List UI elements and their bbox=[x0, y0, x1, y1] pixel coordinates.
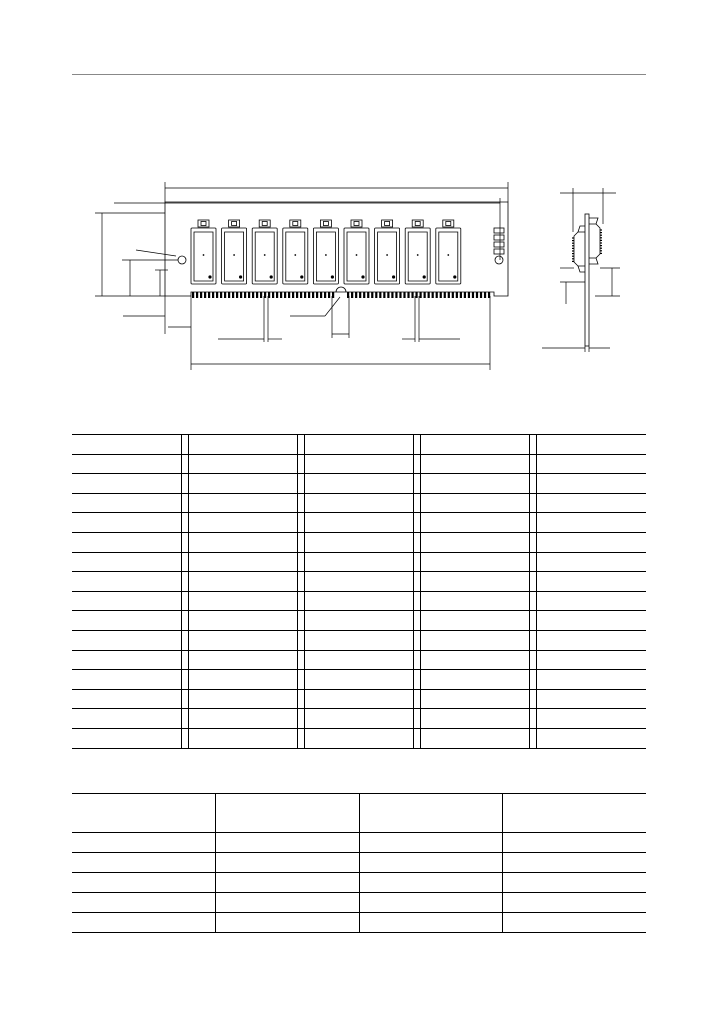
table-cell bbox=[591, 532, 646, 552]
table-cell bbox=[304, 728, 359, 748]
table-cell bbox=[475, 493, 530, 513]
table-cell bbox=[188, 435, 243, 455]
table-cell bbox=[72, 630, 127, 650]
edge-contact bbox=[371, 292, 373, 298]
table-cell bbox=[359, 893, 502, 913]
edge-contact bbox=[359, 292, 361, 298]
table-cell bbox=[502, 893, 646, 913]
table-cell bbox=[215, 853, 359, 873]
table-cell bbox=[72, 709, 127, 729]
edge-contact bbox=[367, 292, 369, 298]
edge-contact bbox=[383, 292, 385, 298]
table-cell bbox=[72, 435, 127, 455]
edge-contact bbox=[316, 292, 318, 298]
table-cell bbox=[188, 650, 243, 670]
table-cell bbox=[359, 709, 414, 729]
table-cell bbox=[502, 833, 646, 853]
table-cell bbox=[188, 513, 243, 533]
table-cell bbox=[304, 493, 359, 513]
table-cell bbox=[359, 513, 414, 533]
edge-contact bbox=[480, 292, 482, 298]
table-row bbox=[72, 493, 646, 513]
edge-contact bbox=[407, 292, 409, 298]
table-cell bbox=[215, 873, 359, 893]
table-cell bbox=[420, 630, 475, 650]
edge-contact bbox=[288, 292, 290, 298]
key-notch bbox=[336, 287, 346, 292]
table-cell bbox=[591, 493, 646, 513]
dram-chip bbox=[375, 220, 400, 284]
table-cell bbox=[304, 709, 359, 729]
table-cell bbox=[359, 611, 414, 631]
edge-contact bbox=[424, 292, 426, 298]
edge-contact bbox=[232, 292, 234, 298]
edge-contact bbox=[256, 292, 258, 298]
table-cell bbox=[359, 689, 414, 709]
mounting-hole-left bbox=[178, 256, 186, 264]
table-cell bbox=[475, 689, 530, 709]
table-cell bbox=[536, 572, 591, 592]
edge-contact bbox=[432, 292, 434, 298]
table-cell bbox=[188, 728, 243, 748]
table-cell bbox=[304, 474, 359, 494]
side-pcb bbox=[585, 214, 589, 346]
table-row bbox=[72, 833, 646, 853]
table-cell bbox=[475, 435, 530, 455]
table-cell bbox=[188, 532, 243, 552]
edge-contact bbox=[436, 292, 438, 298]
table-cell bbox=[72, 794, 215, 833]
table-cell bbox=[304, 670, 359, 690]
pinout-table bbox=[72, 434, 646, 749]
edge-contact bbox=[192, 292, 194, 298]
table-cell bbox=[215, 893, 359, 913]
table-cell bbox=[536, 650, 591, 670]
edge-contact bbox=[395, 292, 397, 298]
table-cell bbox=[127, 630, 182, 650]
table-cell bbox=[72, 493, 127, 513]
module-outline-drawing bbox=[0, 0, 715, 420]
table-row bbox=[72, 873, 646, 893]
table-cell bbox=[502, 853, 646, 873]
table-cell bbox=[359, 853, 502, 873]
table-row bbox=[72, 454, 646, 474]
table-row bbox=[72, 670, 646, 690]
table-cell bbox=[127, 532, 182, 552]
table-cell bbox=[188, 709, 243, 729]
table-cell bbox=[359, 493, 414, 513]
pcb-outline bbox=[165, 202, 508, 296]
table-cell bbox=[536, 728, 591, 748]
table-cell bbox=[591, 474, 646, 494]
table-cell bbox=[591, 552, 646, 572]
edge-contact bbox=[240, 292, 242, 298]
table-cell bbox=[72, 853, 215, 873]
dram-chip bbox=[222, 220, 247, 284]
edge-contact bbox=[387, 292, 389, 298]
table-cell bbox=[127, 513, 182, 533]
table-cell bbox=[304, 435, 359, 455]
module-front-view bbox=[95, 182, 508, 370]
table-cell bbox=[72, 513, 127, 533]
table-cell bbox=[536, 454, 591, 474]
table-cell bbox=[127, 572, 182, 592]
edge-contact bbox=[355, 292, 357, 298]
table-cell bbox=[72, 532, 127, 552]
table-cell bbox=[127, 709, 182, 729]
table-cell bbox=[475, 532, 530, 552]
edge-contact bbox=[220, 292, 222, 298]
table-cell bbox=[359, 474, 414, 494]
table-cell bbox=[304, 552, 359, 572]
table-cell bbox=[304, 572, 359, 592]
table-cell bbox=[591, 689, 646, 709]
table-cell bbox=[420, 552, 475, 572]
edge-contact bbox=[248, 292, 250, 298]
table-cell bbox=[591, 572, 646, 592]
table-cell bbox=[475, 670, 530, 690]
table-cell bbox=[243, 728, 298, 748]
table-cell bbox=[359, 572, 414, 592]
edge-contact bbox=[444, 292, 446, 298]
edge-contact bbox=[272, 292, 274, 298]
table-cell bbox=[420, 709, 475, 729]
table-cell bbox=[243, 670, 298, 690]
table-cell bbox=[536, 630, 591, 650]
edge-contact bbox=[324, 292, 326, 298]
dram-chip bbox=[191, 220, 216, 284]
edge-contact bbox=[468, 292, 470, 298]
table-cell bbox=[243, 513, 298, 533]
table-cell bbox=[243, 650, 298, 670]
table-cell bbox=[72, 670, 127, 690]
table-cell bbox=[536, 611, 591, 631]
table-row bbox=[72, 552, 646, 572]
edge-contact bbox=[244, 292, 246, 298]
dram-chip bbox=[313, 220, 338, 284]
table-cell bbox=[591, 630, 646, 650]
table-cell bbox=[591, 650, 646, 670]
table-cell bbox=[591, 591, 646, 611]
table-row bbox=[72, 532, 646, 552]
edge-contact bbox=[460, 292, 462, 298]
table-row bbox=[72, 853, 646, 873]
edge-contact bbox=[204, 292, 206, 298]
table-cell bbox=[127, 650, 182, 670]
table-cell bbox=[127, 728, 182, 748]
table-cell bbox=[420, 474, 475, 494]
table-cell bbox=[536, 552, 591, 572]
table-cell bbox=[591, 513, 646, 533]
table-cell bbox=[188, 689, 243, 709]
table-cell bbox=[304, 454, 359, 474]
table-cell bbox=[359, 532, 414, 552]
edge-contact bbox=[300, 292, 302, 298]
table-cell bbox=[127, 454, 182, 474]
table-cell bbox=[188, 611, 243, 631]
table-cell bbox=[188, 630, 243, 650]
table-cell bbox=[475, 454, 530, 474]
spec-table bbox=[72, 793, 646, 933]
table-cell bbox=[475, 709, 530, 729]
edge-contact bbox=[224, 292, 226, 298]
resistor-array bbox=[494, 228, 504, 254]
table-cell bbox=[359, 913, 502, 933]
table-cell bbox=[359, 591, 414, 611]
table-row bbox=[72, 591, 646, 611]
table-cell bbox=[420, 670, 475, 690]
table-cell bbox=[359, 833, 502, 853]
table-cell bbox=[591, 611, 646, 631]
side-chip-right bbox=[589, 224, 600, 258]
table-cell bbox=[243, 591, 298, 611]
edge-contact bbox=[284, 292, 286, 298]
dram-chip bbox=[283, 220, 308, 284]
edge-contact bbox=[411, 292, 413, 298]
table-cell bbox=[304, 630, 359, 650]
edge-contact bbox=[196, 292, 198, 298]
table-cell bbox=[127, 552, 182, 572]
table-cell bbox=[420, 611, 475, 631]
table-cell bbox=[188, 572, 243, 592]
edge-contact bbox=[420, 292, 422, 298]
edge-contact bbox=[200, 292, 202, 298]
edge-contact bbox=[484, 292, 486, 298]
table-row bbox=[72, 572, 646, 592]
table-cell bbox=[215, 794, 359, 833]
dram-chip bbox=[252, 220, 277, 284]
table-cell bbox=[475, 630, 530, 650]
edge-contact bbox=[375, 292, 377, 298]
table-cell bbox=[72, 650, 127, 670]
edge-contact bbox=[379, 292, 381, 298]
edge-contact bbox=[212, 292, 214, 298]
table-cell bbox=[243, 611, 298, 631]
table-cell bbox=[536, 493, 591, 513]
edge-contact bbox=[428, 292, 430, 298]
table-cell bbox=[127, 689, 182, 709]
edge-contact bbox=[448, 292, 450, 298]
table-cell bbox=[72, 689, 127, 709]
table-cell bbox=[304, 650, 359, 670]
table-cell bbox=[591, 670, 646, 690]
table-cell bbox=[304, 591, 359, 611]
edge-contact bbox=[276, 292, 278, 298]
table-cell bbox=[591, 728, 646, 748]
table-cell bbox=[243, 493, 298, 513]
edge-contact bbox=[440, 292, 442, 298]
table-cell bbox=[536, 435, 591, 455]
table-cell bbox=[359, 728, 414, 748]
table-cell bbox=[72, 833, 215, 853]
table-cell bbox=[72, 611, 127, 631]
table-cell bbox=[127, 611, 182, 631]
table-cell bbox=[536, 670, 591, 690]
module-side-view bbox=[542, 188, 620, 352]
table-cell bbox=[536, 591, 591, 611]
table-cell bbox=[72, 913, 215, 933]
edge-contact bbox=[308, 292, 310, 298]
edge-contacts bbox=[192, 292, 490, 298]
edge-contact bbox=[328, 292, 330, 298]
edge-contact bbox=[351, 292, 353, 298]
table-cell bbox=[475, 513, 530, 533]
mounting-hole-right bbox=[495, 256, 503, 264]
table-cell bbox=[536, 513, 591, 533]
table-cell bbox=[304, 513, 359, 533]
table-cell bbox=[475, 591, 530, 611]
edge-contact bbox=[391, 292, 393, 298]
table-cell bbox=[536, 709, 591, 729]
table-cell bbox=[420, 728, 475, 748]
table-cell bbox=[475, 572, 530, 592]
table-row bbox=[72, 709, 646, 729]
edge-contact bbox=[363, 292, 365, 298]
table-cell bbox=[243, 689, 298, 709]
table-cell bbox=[475, 728, 530, 748]
table-cell bbox=[215, 833, 359, 853]
table-cell bbox=[72, 728, 127, 748]
table-row bbox=[72, 913, 646, 933]
table-cell bbox=[72, 552, 127, 572]
table-cell bbox=[502, 913, 646, 933]
table-cell bbox=[359, 630, 414, 650]
table-cell bbox=[359, 650, 414, 670]
table-cell bbox=[72, 572, 127, 592]
table-cell bbox=[72, 873, 215, 893]
dram-chip-row bbox=[191, 220, 461, 284]
edge-contact bbox=[296, 292, 298, 298]
table-cell bbox=[243, 454, 298, 474]
table-cell bbox=[536, 689, 591, 709]
table-row bbox=[72, 630, 646, 650]
table-cell bbox=[359, 794, 502, 833]
edge-contact bbox=[452, 292, 454, 298]
table-cell bbox=[72, 454, 127, 474]
edge-contact bbox=[456, 292, 458, 298]
edge-contact bbox=[260, 292, 262, 298]
table-row bbox=[72, 474, 646, 494]
edge-contact bbox=[320, 292, 322, 298]
edge-contact bbox=[292, 292, 294, 298]
table-cell bbox=[591, 435, 646, 455]
edge-contact bbox=[399, 292, 401, 298]
table-cell bbox=[591, 709, 646, 729]
table-cell bbox=[188, 670, 243, 690]
edge-contact bbox=[476, 292, 478, 298]
table-cell bbox=[536, 532, 591, 552]
table-cell bbox=[127, 435, 182, 455]
table-row bbox=[72, 689, 646, 709]
table-cell bbox=[359, 670, 414, 690]
table-cell bbox=[420, 454, 475, 474]
table-cell bbox=[127, 474, 182, 494]
table-cell bbox=[188, 454, 243, 474]
side-dimension-lines bbox=[542, 188, 620, 352]
side-chip-left bbox=[574, 232, 585, 266]
table-cell bbox=[304, 689, 359, 709]
table-cell bbox=[475, 552, 530, 572]
table-cell bbox=[475, 650, 530, 670]
table-cell bbox=[243, 552, 298, 572]
table-row bbox=[72, 893, 646, 913]
table-cell bbox=[127, 493, 182, 513]
edge-contact bbox=[472, 292, 474, 298]
edge-contact bbox=[208, 292, 210, 298]
edge-contact bbox=[216, 292, 218, 298]
dram-chip bbox=[405, 220, 430, 284]
table-cell bbox=[475, 611, 530, 631]
edge-contact bbox=[464, 292, 466, 298]
table-cell bbox=[188, 474, 243, 494]
table-cell bbox=[188, 591, 243, 611]
table-cell bbox=[243, 709, 298, 729]
table-cell bbox=[420, 650, 475, 670]
table-cell bbox=[359, 435, 414, 455]
table-cell bbox=[188, 493, 243, 513]
table-cell bbox=[420, 572, 475, 592]
table-row bbox=[72, 611, 646, 631]
edge-contact bbox=[236, 292, 238, 298]
table-row bbox=[72, 513, 646, 533]
table-cell bbox=[127, 670, 182, 690]
table-cell bbox=[359, 454, 414, 474]
table-row bbox=[72, 728, 646, 748]
table-row bbox=[72, 435, 646, 455]
edge-contact bbox=[228, 292, 230, 298]
table-cell bbox=[243, 630, 298, 650]
edge-contact bbox=[415, 292, 417, 298]
dram-chip bbox=[436, 220, 461, 284]
table-cell bbox=[420, 493, 475, 513]
edge-contact bbox=[403, 292, 405, 298]
edge-contact bbox=[304, 292, 306, 298]
table-cell bbox=[243, 435, 298, 455]
table-cell bbox=[420, 513, 475, 533]
edge-contact bbox=[280, 292, 282, 298]
table-cell bbox=[188, 552, 243, 572]
table-cell bbox=[127, 591, 182, 611]
table-cell bbox=[420, 532, 475, 552]
table-cell bbox=[72, 893, 215, 913]
table-cell bbox=[502, 873, 646, 893]
edge-contact bbox=[312, 292, 314, 298]
edge-contact bbox=[252, 292, 254, 298]
table-cell bbox=[475, 474, 530, 494]
table-cell bbox=[304, 611, 359, 631]
table-cell bbox=[243, 474, 298, 494]
table-cell bbox=[215, 913, 359, 933]
dram-chip bbox=[344, 220, 369, 284]
table-cell bbox=[502, 794, 646, 833]
table-cell bbox=[420, 689, 475, 709]
table-cell bbox=[591, 454, 646, 474]
table-cell bbox=[72, 591, 127, 611]
table-row bbox=[72, 650, 646, 670]
table-cell bbox=[420, 591, 475, 611]
table-cell bbox=[536, 474, 591, 494]
table-cell bbox=[72, 474, 127, 494]
table-cell bbox=[304, 532, 359, 552]
table-cell bbox=[359, 552, 414, 572]
table-cell bbox=[359, 873, 502, 893]
table-header-row bbox=[72, 794, 646, 833]
table-cell bbox=[243, 572, 298, 592]
table-cell bbox=[243, 532, 298, 552]
table-cell bbox=[420, 435, 475, 455]
